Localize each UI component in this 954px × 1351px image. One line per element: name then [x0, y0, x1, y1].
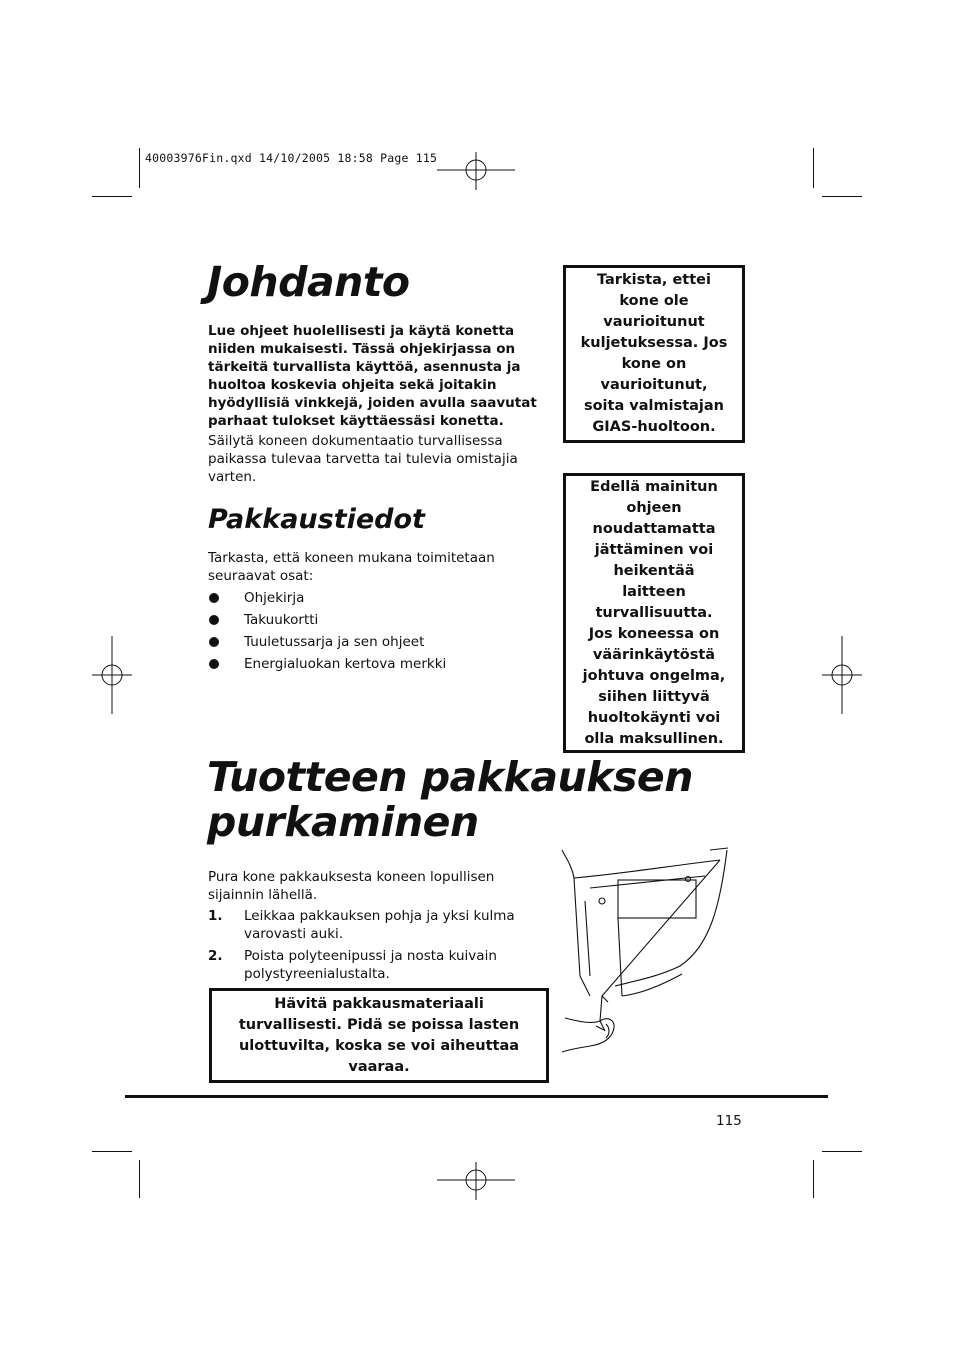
registration-mark-right: [820, 636, 864, 716]
intro-title: Johdanto: [207, 258, 410, 306]
unpacking-paragraph: Pura kone pakkauksesta koneen lopullisen sijainnin lähellä.: [208, 869, 495, 903]
disposal-safety-box: [209, 988, 549, 1083]
intro-paragraph: Säilytä koneen dokumentaatio turvallisessa paikassa tulevaa tarvetta tai tulevia omistajia varten.: [208, 433, 518, 485]
list-item: Ohjekirja: [208, 589, 538, 611]
registration-mark-top: [437, 150, 517, 192]
list-item: 1. Leikkaa pakkauksen pohja ja yksi kulma varovasti auki.: [208, 908, 515, 942]
list-item: Tuuletussarja ja sen ohjeet: [208, 633, 538, 655]
print-slug: 40003976Fin.qxd 14/10/2005 18:58 Page 115: [145, 151, 438, 165]
intro-bold-paragraph: Lue ohjeet huolellisesti ja käytä konetta niiden mukaisesti. Tässä ohjekirjassa on tärkeitä turvallista käyttöä, asennusta ja huoltoa koskevia ohjeita sekä joitakin hyödyllisiä vinkkejä, joiden avulla saavutat parhaat tulokset käyttäessäsi konetta.: [208, 323, 537, 429]
list-item: Energialuokan kertova merkki: [208, 655, 538, 677]
unpacking-title-line1: Tuotteen pakkauksen: [207, 753, 693, 801]
page-number: 115: [716, 1113, 742, 1129]
packaging-paragraph: Tarkasta, että koneen mukana toimitetaan seuraavat osat:: [208, 550, 495, 584]
damage-check-text: Tarkista, ettei kone ole vaurioitunut kuljetuksessa. Jos kone on vaurioitunut, soita valmistajan GIAS-huoltoon.: [580, 272, 728, 435]
packaging-title: Pakkaustiedot: [208, 504, 425, 535]
damage-check-box: [563, 265, 745, 443]
disposal-safety-text: Hävitä pakkausmateriaali turvallisesti. Pidä se poissa lasten ulottuvilta, koska se voi aiheuttaa vaaraa.: [238, 995, 520, 1075]
unpacking-illustration: [560, 846, 735, 1058]
bullet-icon: [209, 659, 219, 669]
warranty-warning-text: Edellä mainitun ohjeen noudattamatta jättäminen voi heikentää laitteen turvallisuutta. Jos koneessa on väärinkäytöstä johtuva ongelma, siihen liittyvä huoltokäynti voi olla maksullinen.: [582, 478, 726, 747]
packaging-list: [208, 589, 538, 677]
bullet-icon: [209, 593, 219, 603]
unpacking-title-line2: purkaminen: [207, 798, 479, 846]
warranty-warning-box: [563, 473, 745, 753]
bullet-icon: [209, 637, 219, 647]
list-item: 2. Poista polyteenipussi ja nosta kuivain polystyreenialustalta.: [208, 948, 497, 982]
bullet-icon: [209, 615, 219, 625]
registration-mark-bottom: [437, 1160, 517, 1202]
registration-mark-left: [90, 636, 134, 716]
footer-rule: [125, 1095, 828, 1098]
unpacking-steps: [208, 907, 528, 987]
list-item: Takuukortti: [208, 611, 538, 633]
